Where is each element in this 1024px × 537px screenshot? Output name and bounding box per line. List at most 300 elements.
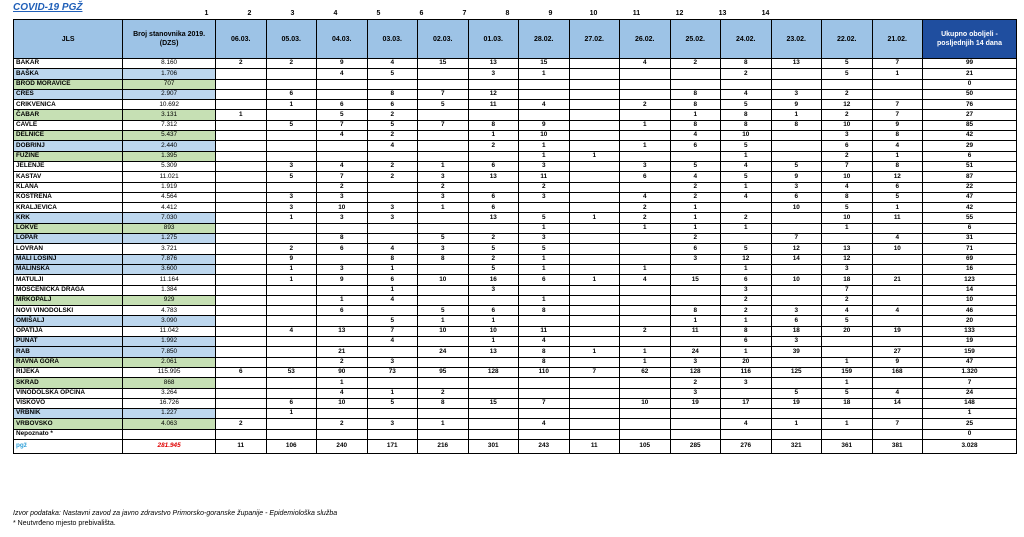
table-row bbox=[14, 275, 1017, 285]
covid-cases-table bbox=[13, 19, 1017, 454]
total-cell: 42 bbox=[923, 131, 1017, 141]
total-cell: 31 bbox=[923, 234, 1017, 244]
case-count-cell bbox=[216, 409, 267, 419]
case-count-cell: 19 bbox=[872, 326, 923, 336]
grand-total-cell: 3.028 bbox=[923, 439, 1017, 453]
case-count-cell bbox=[519, 409, 570, 419]
case-count-cell: 10 bbox=[721, 131, 772, 141]
case-count-cell: 15 bbox=[670, 275, 721, 285]
header-date: 25.02. bbox=[670, 20, 721, 59]
table-row bbox=[14, 59, 1017, 69]
case-count-cell: 116 bbox=[721, 367, 772, 377]
case-count-cell: 5 bbox=[822, 59, 873, 69]
total-cell: 10 bbox=[923, 295, 1017, 305]
total-cell: 99 bbox=[923, 59, 1017, 69]
municipality-name: KLANA bbox=[14, 182, 123, 192]
municipality-name: RAVNA GORA bbox=[14, 357, 123, 367]
case-count-cell bbox=[418, 223, 469, 233]
case-count-cell: 13 bbox=[771, 59, 822, 69]
case-count-cell bbox=[317, 429, 368, 439]
case-count-cell: 1 bbox=[670, 110, 721, 120]
case-count-cell bbox=[569, 398, 620, 408]
case-count-cell: 3 bbox=[721, 378, 772, 388]
case-count-cell: 20 bbox=[822, 326, 873, 336]
case-count-cell: 1 bbox=[266, 213, 317, 223]
case-count-cell: 3 bbox=[620, 161, 671, 171]
case-count-cell: 3 bbox=[670, 388, 721, 398]
daily-total-cell: 285 bbox=[670, 439, 721, 453]
case-count-cell bbox=[670, 337, 721, 347]
municipality-name: ČAVLE bbox=[14, 120, 123, 130]
municipality-name: SKRAD bbox=[14, 378, 123, 388]
municipality-name: CRIKVENICA bbox=[14, 100, 123, 110]
case-count-cell: 7 bbox=[872, 419, 923, 429]
case-count-cell bbox=[216, 182, 267, 192]
case-count-cell: 14 bbox=[872, 398, 923, 408]
case-count-cell: 1 bbox=[266, 100, 317, 110]
case-count-cell: 1 bbox=[822, 223, 873, 233]
case-count-cell: 2 bbox=[367, 172, 418, 182]
case-count-cell: 1 bbox=[620, 141, 671, 151]
header-date: 03.03. bbox=[367, 20, 418, 59]
municipality-name: MATULJI bbox=[14, 275, 123, 285]
population-cell: 4.783 bbox=[123, 306, 216, 316]
case-count-cell: 10 bbox=[822, 120, 873, 130]
daily-total-cell: 321 bbox=[771, 439, 822, 453]
population-cell bbox=[123, 429, 216, 439]
case-count-cell bbox=[670, 151, 721, 161]
daily-total-cell: 240 bbox=[317, 439, 368, 453]
case-count-cell bbox=[771, 264, 822, 274]
case-count-cell: 6 bbox=[620, 172, 671, 182]
case-count-cell bbox=[822, 337, 873, 347]
table-row bbox=[14, 367, 1017, 377]
case-count-cell: 9 bbox=[771, 100, 822, 110]
case-count-cell: 12 bbox=[468, 89, 519, 99]
table-body bbox=[14, 59, 1017, 454]
population-cell: 7.030 bbox=[123, 213, 216, 223]
case-count-cell: 8 bbox=[721, 59, 772, 69]
daily-total-cell: 106 bbox=[266, 439, 317, 453]
case-count-cell: 4 bbox=[367, 59, 418, 69]
case-count-cell bbox=[367, 223, 418, 233]
case-count-cell bbox=[216, 347, 267, 357]
municipality-name: KOSTRENA bbox=[14, 192, 123, 202]
daily-total-cell: 216 bbox=[418, 439, 469, 453]
case-count-cell: 9 bbox=[519, 120, 570, 130]
case-count-cell: 2 bbox=[216, 419, 267, 429]
case-count-cell bbox=[670, 264, 721, 274]
case-count-cell bbox=[620, 295, 671, 305]
population-cell: 929 bbox=[123, 295, 216, 305]
case-count-cell: 1 bbox=[266, 264, 317, 274]
case-count-cell: 15 bbox=[418, 59, 469, 69]
case-count-cell bbox=[418, 378, 469, 388]
case-count-cell: 1 bbox=[822, 357, 873, 367]
case-count-cell: 5 bbox=[519, 244, 570, 254]
case-count-cell bbox=[569, 110, 620, 120]
table-row bbox=[14, 100, 1017, 110]
case-count-cell: 5 bbox=[721, 141, 772, 151]
case-count-cell: 8 bbox=[519, 306, 570, 316]
case-count-cell bbox=[771, 357, 822, 367]
case-count-cell: 1 bbox=[418, 203, 469, 213]
case-count-cell: 8 bbox=[519, 347, 570, 357]
table-row bbox=[14, 131, 1017, 141]
case-count-cell bbox=[266, 285, 317, 295]
case-count-cell: 4 bbox=[822, 306, 873, 316]
case-count-cell: 1 bbox=[569, 275, 620, 285]
case-count-cell: 8 bbox=[721, 326, 772, 336]
case-count-cell: 5 bbox=[367, 120, 418, 130]
case-count-cell bbox=[771, 151, 822, 161]
case-count-cell: 90 bbox=[317, 367, 368, 377]
case-count-cell bbox=[620, 285, 671, 295]
case-count-cell bbox=[519, 89, 570, 99]
case-count-cell: 2 bbox=[670, 378, 721, 388]
case-count-cell bbox=[216, 172, 267, 182]
case-count-cell bbox=[418, 337, 469, 347]
case-count-cell: 4 bbox=[620, 192, 671, 202]
case-count-cell: 6 bbox=[771, 316, 822, 326]
table-row bbox=[14, 378, 1017, 388]
case-count-cell bbox=[266, 388, 317, 398]
case-count-cell: 21 bbox=[317, 347, 368, 357]
case-count-cell: 8 bbox=[872, 131, 923, 141]
case-count-cell: 3 bbox=[670, 357, 721, 367]
case-count-cell: 10 bbox=[620, 398, 671, 408]
case-count-cell: 4 bbox=[872, 234, 923, 244]
case-count-cell: 2 bbox=[670, 234, 721, 244]
total-cell: 50 bbox=[923, 89, 1017, 99]
case-count-cell bbox=[317, 141, 368, 151]
case-count-cell: 1 bbox=[519, 295, 570, 305]
case-count-cell bbox=[569, 326, 620, 336]
case-count-cell: 2 bbox=[721, 213, 772, 223]
total-cell: 20 bbox=[923, 316, 1017, 326]
case-count-cell: 6 bbox=[822, 141, 873, 151]
case-count-cell: 1 bbox=[519, 151, 570, 161]
case-count-cell: 5 bbox=[367, 398, 418, 408]
total-cell: 1 bbox=[923, 409, 1017, 419]
case-count-cell: 12 bbox=[822, 254, 873, 264]
case-count-cell bbox=[620, 316, 671, 326]
table-row bbox=[14, 419, 1017, 429]
total-cell: 25 bbox=[923, 419, 1017, 429]
case-count-cell: 10 bbox=[317, 203, 368, 213]
case-count-cell: 7 bbox=[822, 285, 873, 295]
case-count-cell: 1 bbox=[519, 223, 570, 233]
case-count-cell bbox=[569, 69, 620, 79]
case-count-cell bbox=[216, 203, 267, 213]
case-count-cell bbox=[519, 429, 570, 439]
case-count-cell bbox=[418, 264, 469, 274]
header-date: 26.02. bbox=[620, 20, 671, 59]
case-count-cell bbox=[367, 306, 418, 316]
case-count-cell bbox=[216, 89, 267, 99]
case-count-cell: 1 bbox=[569, 347, 620, 357]
column-number: 14 bbox=[761, 10, 770, 17]
case-count-cell bbox=[569, 182, 620, 192]
case-count-cell bbox=[216, 326, 267, 336]
case-count-cell: 10 bbox=[519, 131, 570, 141]
table-row bbox=[14, 203, 1017, 213]
case-count-cell bbox=[620, 378, 671, 388]
case-count-cell: 15 bbox=[468, 398, 519, 408]
case-count-cell bbox=[418, 151, 469, 161]
case-count-cell bbox=[569, 141, 620, 151]
case-count-cell: 7 bbox=[519, 398, 570, 408]
case-count-cell: 6 bbox=[468, 161, 519, 171]
case-count-cell bbox=[468, 378, 519, 388]
daily-total-cell: 361 bbox=[822, 439, 873, 453]
table-row bbox=[14, 192, 1017, 202]
case-count-cell bbox=[872, 409, 923, 419]
case-count-cell: 2 bbox=[620, 326, 671, 336]
case-count-cell: 13 bbox=[468, 172, 519, 182]
case-count-cell: 11 bbox=[519, 326, 570, 336]
case-count-cell: 4 bbox=[670, 131, 721, 141]
case-count-cell: 5 bbox=[468, 264, 519, 274]
case-count-cell: 6 bbox=[468, 306, 519, 316]
case-count-cell bbox=[216, 264, 267, 274]
case-count-cell: 7 bbox=[418, 120, 469, 130]
case-count-cell bbox=[569, 172, 620, 182]
case-count-cell: 4 bbox=[266, 326, 317, 336]
case-count-cell bbox=[569, 89, 620, 99]
case-count-cell: 1 bbox=[620, 357, 671, 367]
table-row bbox=[14, 161, 1017, 171]
municipality-name: NOVI VINODOLSKI bbox=[14, 306, 123, 316]
case-count-cell: 1 bbox=[468, 337, 519, 347]
daily-total-cell: 171 bbox=[367, 439, 418, 453]
case-count-cell: 5 bbox=[721, 244, 772, 254]
table-row bbox=[14, 89, 1017, 99]
total-cell: 16 bbox=[923, 264, 1017, 274]
case-count-cell: 1 bbox=[670, 223, 721, 233]
municipality-name: VINODOLSKA OPĆINA bbox=[14, 388, 123, 398]
table-row bbox=[14, 285, 1017, 295]
case-count-cell bbox=[266, 357, 317, 367]
total-cell: 7 bbox=[923, 378, 1017, 388]
case-count-cell: 10 bbox=[771, 203, 822, 213]
population-cell: 3.264 bbox=[123, 388, 216, 398]
case-count-cell: 9 bbox=[872, 357, 923, 367]
case-count-cell: 4 bbox=[367, 141, 418, 151]
case-count-cell: 3 bbox=[367, 203, 418, 213]
case-count-cell bbox=[266, 419, 317, 429]
case-count-cell: 8 bbox=[418, 398, 469, 408]
case-count-cell bbox=[771, 69, 822, 79]
case-count-cell: 8 bbox=[367, 89, 418, 99]
case-count-cell: 1 bbox=[620, 120, 671, 130]
case-count-cell: 8 bbox=[822, 192, 873, 202]
case-count-cell bbox=[266, 110, 317, 120]
case-count-cell: 3 bbox=[317, 213, 368, 223]
case-count-cell: 1 bbox=[569, 213, 620, 223]
case-count-cell: 24 bbox=[670, 347, 721, 357]
case-count-cell: 2 bbox=[822, 89, 873, 99]
case-count-cell: 9 bbox=[317, 59, 368, 69]
case-count-cell: 6 bbox=[317, 306, 368, 316]
daily-total-cell: 105 bbox=[620, 439, 671, 453]
daily-total-cell: 381 bbox=[872, 439, 923, 453]
case-count-cell: 2 bbox=[822, 151, 873, 161]
case-count-cell bbox=[418, 409, 469, 419]
case-count-cell: 125 bbox=[771, 367, 822, 377]
municipality-name: Nepoznato * bbox=[14, 429, 123, 439]
case-count-cell bbox=[216, 161, 267, 171]
table-row bbox=[14, 223, 1017, 233]
case-count-cell bbox=[569, 234, 620, 244]
case-count-cell: 8 bbox=[670, 306, 721, 316]
total-cell: 24 bbox=[923, 388, 1017, 398]
case-count-cell: 27 bbox=[872, 347, 923, 357]
case-count-cell: 1 bbox=[721, 182, 772, 192]
case-count-cell: 18 bbox=[822, 398, 873, 408]
case-count-cell: 5 bbox=[822, 316, 873, 326]
table-row bbox=[14, 337, 1017, 347]
page-title[interactable]: COVID-19 PGŽ bbox=[13, 2, 83, 13]
case-count-cell: 9 bbox=[266, 254, 317, 264]
case-count-cell: 11 bbox=[670, 326, 721, 336]
case-count-cell bbox=[771, 429, 822, 439]
population-cell: 11.021 bbox=[123, 172, 216, 182]
daily-total-cell: 11 bbox=[569, 439, 620, 453]
header-date: 05.03. bbox=[266, 20, 317, 59]
case-count-cell bbox=[519, 203, 570, 213]
case-count-cell: 1 bbox=[771, 419, 822, 429]
case-count-cell: 6 bbox=[670, 141, 721, 151]
case-count-cell bbox=[670, 79, 721, 89]
case-count-cell: 2 bbox=[418, 182, 469, 192]
case-count-cell: 2 bbox=[721, 306, 772, 316]
case-count-cell bbox=[872, 79, 923, 89]
case-count-cell: 6 bbox=[266, 89, 317, 99]
case-count-cell bbox=[569, 192, 620, 202]
case-count-cell bbox=[418, 79, 469, 89]
case-count-cell bbox=[620, 151, 671, 161]
case-count-cell: 4 bbox=[367, 295, 418, 305]
population-cell: 3.600 bbox=[123, 264, 216, 274]
total-cell: 55 bbox=[923, 213, 1017, 223]
case-count-cell: 8 bbox=[721, 120, 772, 130]
population-cell: 11.042 bbox=[123, 326, 216, 336]
case-count-cell bbox=[721, 203, 772, 213]
population-cell: 3.131 bbox=[123, 110, 216, 120]
case-count-cell: 18 bbox=[771, 326, 822, 336]
population-cell: 7.850 bbox=[123, 347, 216, 357]
case-count-cell: 6 bbox=[468, 192, 519, 202]
case-count-cell bbox=[216, 131, 267, 141]
case-count-cell bbox=[216, 254, 267, 264]
total-cell: 21 bbox=[923, 69, 1017, 79]
population-cell: 1.395 bbox=[123, 151, 216, 161]
case-count-cell bbox=[216, 295, 267, 305]
case-count-cell bbox=[771, 378, 822, 388]
case-count-cell bbox=[468, 79, 519, 89]
case-count-cell bbox=[266, 69, 317, 79]
case-count-cell: 18 bbox=[822, 275, 873, 285]
case-count-cell bbox=[367, 79, 418, 89]
case-count-cell bbox=[216, 244, 267, 254]
case-count-cell: 1 bbox=[519, 264, 570, 274]
case-count-cell: 3 bbox=[367, 419, 418, 429]
case-count-cell: 3 bbox=[822, 131, 873, 141]
case-count-cell bbox=[569, 161, 620, 171]
case-count-cell bbox=[670, 409, 721, 419]
case-count-cell bbox=[569, 59, 620, 69]
case-count-cell bbox=[721, 409, 772, 419]
municipality-name: BROD MORAVICE bbox=[14, 79, 123, 89]
population-cell: 893 bbox=[123, 223, 216, 233]
case-count-cell: 1 bbox=[670, 213, 721, 223]
case-count-cell bbox=[216, 378, 267, 388]
column-number: 3 bbox=[290, 10, 295, 17]
case-count-cell: 4 bbox=[872, 141, 923, 151]
case-count-cell: 4 bbox=[721, 161, 772, 171]
case-count-cell bbox=[468, 419, 519, 429]
case-count-cell: 2 bbox=[822, 110, 873, 120]
municipality-name: KRALJEVICA bbox=[14, 203, 123, 213]
case-count-cell bbox=[872, 223, 923, 233]
case-count-cell bbox=[620, 182, 671, 192]
case-count-cell bbox=[317, 285, 368, 295]
case-count-cell bbox=[216, 275, 267, 285]
case-count-cell: 7 bbox=[822, 161, 873, 171]
case-count-cell: 20 bbox=[721, 357, 772, 367]
total-cell: 123 bbox=[923, 275, 1017, 285]
case-count-cell: 110 bbox=[519, 367, 570, 377]
case-count-cell bbox=[620, 131, 671, 141]
case-count-cell bbox=[670, 69, 721, 79]
population-cell: 4.564 bbox=[123, 192, 216, 202]
case-count-cell: 2 bbox=[367, 110, 418, 120]
case-count-cell bbox=[317, 254, 368, 264]
case-count-cell bbox=[418, 110, 469, 120]
case-count-cell: 3 bbox=[418, 192, 469, 202]
case-count-cell: 2 bbox=[670, 59, 721, 69]
case-count-cell bbox=[519, 388, 570, 398]
case-count-cell: 5 bbox=[468, 244, 519, 254]
case-count-cell bbox=[216, 429, 267, 439]
case-count-cell bbox=[569, 295, 620, 305]
municipality-name: KASTAV bbox=[14, 172, 123, 182]
total-cell: 87 bbox=[923, 172, 1017, 182]
municipality-name: OMIŠALJ bbox=[14, 316, 123, 326]
case-count-cell: 3 bbox=[670, 254, 721, 264]
column-number: 5 bbox=[376, 10, 381, 17]
case-count-cell: 8 bbox=[317, 234, 368, 244]
table-row bbox=[14, 357, 1017, 367]
case-count-cell: 7 bbox=[418, 89, 469, 99]
population-cell: 1.919 bbox=[123, 182, 216, 192]
case-count-cell: 1 bbox=[721, 347, 772, 357]
population-cell: 10.692 bbox=[123, 100, 216, 110]
case-count-cell bbox=[317, 316, 368, 326]
case-count-cell: 1 bbox=[670, 203, 721, 213]
table-row bbox=[14, 347, 1017, 357]
daily-total-cell: 243 bbox=[519, 439, 570, 453]
table-row bbox=[14, 326, 1017, 336]
case-count-cell: 14 bbox=[771, 254, 822, 264]
case-count-cell bbox=[569, 264, 620, 274]
case-count-cell bbox=[266, 316, 317, 326]
case-count-cell: 8 bbox=[670, 100, 721, 110]
case-count-cell: 3 bbox=[519, 192, 570, 202]
case-count-cell: 2 bbox=[468, 141, 519, 151]
case-count-cell: 1 bbox=[519, 69, 570, 79]
